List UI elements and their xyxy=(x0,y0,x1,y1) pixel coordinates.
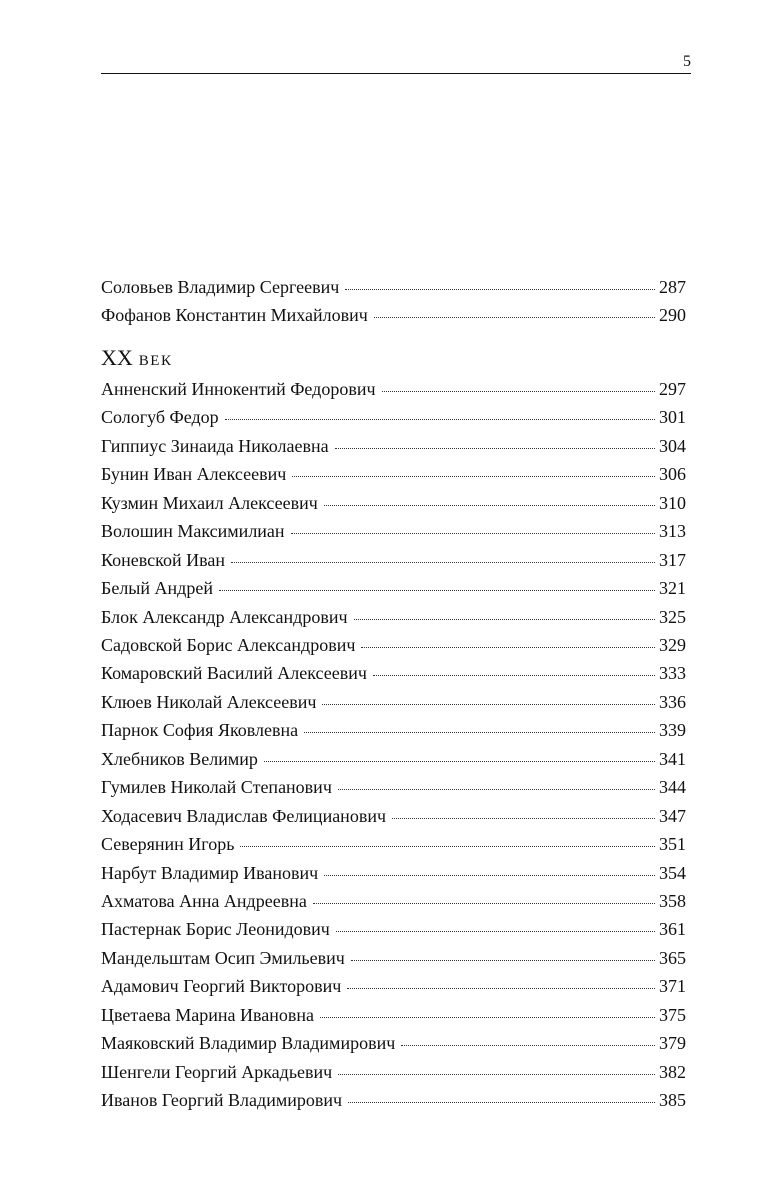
toc-dot-leader xyxy=(348,1102,655,1103)
toc-entry xyxy=(101,945,686,971)
toc-entry-page: 321 xyxy=(659,578,686,599)
toc-entry-name: Ахматова Анна Андреевна xyxy=(101,890,307,911)
toc-entry-name: Гумилев Николай Степанович xyxy=(101,777,332,798)
toc-entry-name: Соловьев Владимир Сергеевич xyxy=(101,277,340,297)
toc-dot-leader xyxy=(292,476,655,477)
toc-entry xyxy=(101,860,686,886)
toc-dot-leader xyxy=(324,875,655,876)
toc-entry-page: 354 xyxy=(659,862,686,883)
toc-dot-leader xyxy=(374,317,655,318)
toc-entry xyxy=(101,376,686,402)
section-heading xyxy=(101,344,172,375)
toc-entry-name: Парнок София Яковлевна xyxy=(101,720,299,741)
toc-entry-page: 379 xyxy=(659,1033,686,1054)
toc-entry xyxy=(101,916,686,942)
toc-dot-leader xyxy=(401,1045,655,1046)
toc-entry-page: 297 xyxy=(659,379,686,399)
toc-entry-name: Ходасевич Владислав Фелицианович xyxy=(101,805,387,826)
toc-dot-leader xyxy=(304,732,655,733)
toc-entry-name: Цветаева Марина Ивановна xyxy=(101,1004,314,1025)
toc-entry-page: 329 xyxy=(659,635,686,655)
toc-entry-page: 304 xyxy=(659,435,686,456)
toc-entry xyxy=(101,404,686,430)
toc-entry-page: 365 xyxy=(659,947,686,968)
toc-entry-name: Кузмин Михаил Алексеевич xyxy=(101,492,318,513)
toc-entry xyxy=(101,518,686,544)
toc-dot-leader xyxy=(382,391,655,392)
toc-entry xyxy=(101,717,686,743)
toc-entry-name: Клюев Николай Алексеевич xyxy=(101,691,317,712)
page-number: 5 xyxy=(683,53,691,70)
toc-entry-page: 306 xyxy=(659,464,686,485)
toc-entry-name: Пастернак Борис Леонидович xyxy=(101,919,330,940)
toc-entry-name: Нарбут Владимир Иванович xyxy=(101,862,319,883)
toc-entry xyxy=(101,774,686,800)
toc-entry-name: Хлебников Велимир xyxy=(101,748,258,769)
toc-entry-name: Адамович Георгий Викторович xyxy=(101,976,342,997)
toc-entry-page: 339 xyxy=(659,720,686,741)
toc-entry xyxy=(101,1059,686,1085)
toc-entry-name: Сологуб Федор xyxy=(101,407,219,428)
toc-dot-leader xyxy=(347,988,655,989)
toc-entry-page: 344 xyxy=(659,777,686,798)
toc-dot-leader xyxy=(354,619,655,620)
toc-entry xyxy=(101,547,686,573)
toc-dot-leader xyxy=(240,846,655,847)
toc-entry-name: Шенгели Георгий Аркадьевич xyxy=(101,1061,333,1082)
toc-entry-page: 290 xyxy=(659,305,686,326)
toc-entry-name: Волошин Максимилиан xyxy=(101,521,285,542)
toc-entry-page: 336 xyxy=(659,691,686,712)
toc-entry xyxy=(101,274,686,300)
toc-entry xyxy=(101,604,686,630)
toc-entry-name: Мандельштам Осип Эмильевич xyxy=(101,947,345,968)
toc-entry xyxy=(101,1030,686,1056)
toc-dot-leader xyxy=(313,903,655,904)
toc-entry-name: Анненский Иннокентий Федорович xyxy=(101,379,376,399)
toc-entry-page: 371 xyxy=(659,976,686,997)
toc-entry-name: Блок Александр Александрович xyxy=(101,606,348,627)
toc-entry-page: 385 xyxy=(659,1090,686,1110)
toc-dot-leader xyxy=(345,289,655,290)
toc-dot-leader xyxy=(264,761,655,762)
toc-dot-leader xyxy=(320,1017,655,1018)
toc-dot-leader xyxy=(336,931,655,932)
toc-entry-name: Северянин Игорь xyxy=(101,834,235,854)
toc-dot-leader xyxy=(225,419,655,420)
toc-entry-name: Фофанов Константин Михайлович xyxy=(101,305,368,326)
toc-entry-page: 313 xyxy=(659,521,686,542)
toc-entry xyxy=(101,831,686,857)
toc-entry-name: Коневской Иван xyxy=(101,549,225,570)
toc-entry-name: Бунин Иван Алексеевич xyxy=(101,464,287,485)
toc-entry xyxy=(101,1002,686,1028)
section-word: ВЕК xyxy=(138,353,173,369)
toc-entry-page: 382 xyxy=(659,1061,686,1082)
toc-entry-page: 301 xyxy=(659,407,686,428)
toc-entry xyxy=(101,888,686,914)
toc-dot-leader xyxy=(392,818,655,819)
toc-dot-leader xyxy=(373,675,655,676)
toc-entry-name: Комаровский Василий Алексеевич xyxy=(101,663,367,684)
toc-entry xyxy=(101,302,686,328)
section-roman: XX xyxy=(101,345,133,370)
toc-entry-name: Иванов Георгий Владимирович xyxy=(101,1090,343,1110)
toc-entry xyxy=(101,689,686,715)
toc-entry-page: 351 xyxy=(659,834,686,854)
toc-entry xyxy=(101,632,686,658)
toc-dot-leader xyxy=(335,448,655,449)
toc-entry-page: 310 xyxy=(659,492,686,513)
toc-entry xyxy=(101,746,686,772)
toc-entry-name: Маяковский Владимир Владимирович xyxy=(101,1033,396,1054)
toc-entry-page: 333 xyxy=(659,663,686,684)
toc-dot-leader xyxy=(361,647,655,648)
toc-entry-name: Гиппиус Зинаида Николаевна xyxy=(101,435,329,456)
header-rule xyxy=(101,73,691,74)
toc-entry-page: 317 xyxy=(659,549,686,570)
toc-dot-leader xyxy=(338,789,655,790)
toc-entry-page: 347 xyxy=(659,805,686,826)
toc-entry xyxy=(101,461,686,487)
toc-dot-leader xyxy=(324,505,655,506)
toc-entry-page: 341 xyxy=(659,748,686,769)
toc-entry-page: 375 xyxy=(659,1004,686,1025)
toc-entry xyxy=(101,1087,686,1113)
toc-entry-page: 325 xyxy=(659,606,686,627)
toc-entry-name: Садовской Борис Александрович xyxy=(101,635,356,655)
toc-entry-page: 361 xyxy=(659,919,686,940)
toc-entry xyxy=(101,803,686,829)
toc-entry xyxy=(101,490,686,516)
toc-dot-leader xyxy=(291,533,655,534)
toc-dot-leader xyxy=(322,704,655,705)
toc-dot-leader xyxy=(231,562,655,563)
toc-dot-leader xyxy=(338,1074,655,1075)
toc-entry xyxy=(101,660,686,686)
toc-entry-name: Белый Андрей xyxy=(101,578,213,599)
toc-entry xyxy=(101,433,686,459)
toc-dot-leader xyxy=(219,590,655,591)
toc-entry xyxy=(101,575,686,601)
toc-entry xyxy=(101,973,686,999)
toc-entry-page: 287 xyxy=(659,277,686,297)
toc-entry-page: 358 xyxy=(659,890,686,911)
toc-dot-leader xyxy=(351,960,655,961)
